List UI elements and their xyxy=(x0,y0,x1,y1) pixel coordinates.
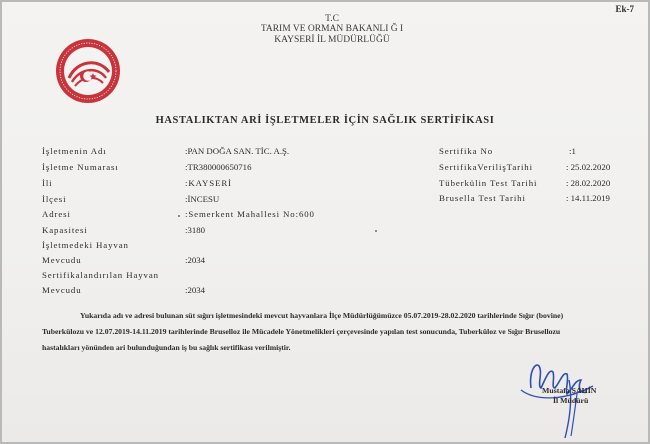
field-label-province: İli xyxy=(42,178,53,188)
field-label-certified-animals: Sertifikalandırılan Hayvan xyxy=(42,270,159,280)
statement-line-1: Yukarıda adı ve adresi bulunan süt sığırı işletmesindeki mevcut hayvanlara İlçe Müdürlüğümüzce 05.07.2019-28.02.2020 tarihlerinde Sığır (bovine) xyxy=(80,311,564,320)
header-tc: T.C xyxy=(325,14,339,24)
field-label-tuberculin-date: Tüberkülin Test Tarihi xyxy=(439,178,538,188)
field-label-issue-date: SertifikaVerilişTarihi xyxy=(439,162,533,172)
field-label-certificate-no: Sertifika No xyxy=(439,146,494,156)
field-value-issue-date: : 25.02.2020 xyxy=(566,162,611,172)
field-value-certificate-no: :1 xyxy=(569,146,576,156)
field-value-stock-2: :2034 xyxy=(185,285,206,295)
signatory-role: İl Müdürü xyxy=(553,396,589,405)
field-value-tuberculin-date: : 28.02.2020 xyxy=(566,178,611,188)
ink-dot xyxy=(178,215,180,217)
statement-line-2: Tuberkülozu ve 12.07.2019-14.11.2019 tarihlerinde Bruselloz ile Mücadele Yönetmelikleri çerçevesinde yapılan test sonucunda, Tuberküloz ve Sığır Brusellozu xyxy=(42,327,561,336)
header-directorate: KAYSERİ İL MÜDÜRLÜĞÜ xyxy=(274,35,390,45)
field-label-business-name: İşletmenin Adı xyxy=(42,146,107,156)
ministry-seal-icon xyxy=(55,38,121,104)
field-label-stock-1: Mevcudu xyxy=(42,255,82,265)
certificate-page xyxy=(2,2,648,442)
field-label-animals-in-business: İşletmedeki Hayvan xyxy=(42,240,129,250)
field-label-brucella-date: Brusella Test Tarihi xyxy=(439,193,526,203)
field-value-brucella-date: : 14.11.2019 xyxy=(566,193,610,203)
ink-dot xyxy=(375,230,377,232)
field-value-province: :KAYSERİ xyxy=(185,178,232,188)
field-value-business-name: :PAN DOĞA SAN. TİC. A.Ş. xyxy=(185,146,290,156)
page-label: Ek-7 xyxy=(615,4,634,14)
field-value-stock-1: :2034 xyxy=(185,255,206,265)
certificate-title: HASTALIKTAN ARİ İŞLETMELER İÇİN SAĞLIK SERTİFİKASI xyxy=(155,115,495,126)
field-value-capacity: :3180 xyxy=(185,225,206,235)
field-label-district: İlçesi xyxy=(42,194,67,204)
signatory-name: Mustafa ŞAHİN xyxy=(542,386,597,395)
field-value-district: :İNCESU xyxy=(185,194,220,204)
field-value-address: :Semerkent Mahallesi No:600 xyxy=(185,209,315,219)
field-label-address: Adresi xyxy=(42,209,71,219)
field-value-business-number: :TR380000650716 xyxy=(185,162,252,172)
statement-line-3: hastalıkları yönünden ari bulunduğundan iş bu sağlık sertifikası verilmiştir. xyxy=(42,343,291,352)
field-label-business-number: İşletme Numarası xyxy=(42,162,119,172)
header-ministry: TARIM VE ORMAN BAKANLI Ğ I xyxy=(260,24,404,34)
field-label-capacity: Kapasitesi xyxy=(42,225,88,235)
field-label-stock-2: Mevcudu xyxy=(42,285,82,295)
